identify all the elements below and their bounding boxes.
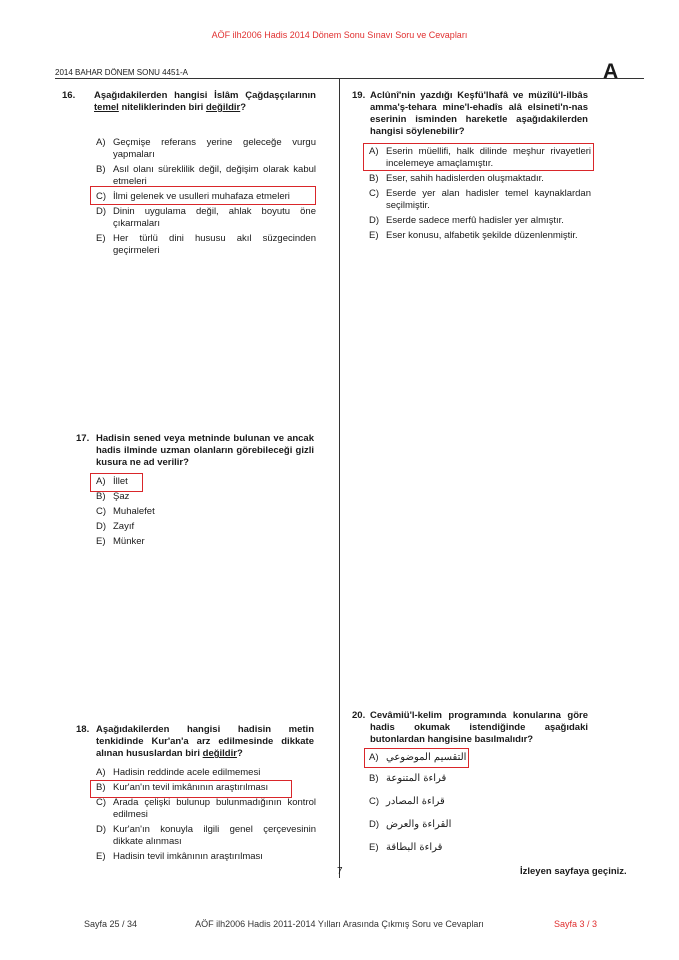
q18-answer-highlight <box>90 780 292 798</box>
option-text: Arada çelişki bulunup bulunmadığının kontrol edilmesi <box>113 797 316 820</box>
q19-option-e[interactable] <box>369 230 591 242</box>
option-text: Zayıf <box>113 521 135 532</box>
q18-option-e[interactable] <box>96 851 316 863</box>
q16-stem-part: Aşağıdakilerden hangisi İslâm Çağdaşçılarının <box>94 90 316 101</box>
next-page-note: İzleyen sayfaya geçiniz. <box>520 866 627 877</box>
option-letter: C) <box>369 796 380 807</box>
option-letter: D) <box>96 824 107 835</box>
q19-option-b[interactable] <box>369 173 591 185</box>
option-text: Eserin müellifi, halk dilinde meşhur rivayetleri incelemeye amaçlamıştır. <box>386 146 591 169</box>
option-text: Dinin uygulama değil, ahlak boyutu öne çıkarmaları <box>113 206 316 229</box>
option-letter: A) <box>96 767 106 778</box>
q18-stem <box>96 724 314 760</box>
q17-option-e[interactable] <box>96 536 316 548</box>
q19-option-c[interactable] <box>369 188 591 212</box>
option-text: Eser konusu, alfabetik şekilde düzenlenmiştir. <box>386 230 578 241</box>
q20-option-c[interactable] <box>369 796 519 808</box>
option-letter: C) <box>369 188 380 199</box>
q18-option-d[interactable] <box>96 824 316 848</box>
option-text: Geçmişe referans yerine geleceğe vurgu yapmaları <box>113 137 316 160</box>
option-letter: C) <box>96 797 107 808</box>
option-text: Her türlü dini hususu akıl süzgecinden geçirmeleri <box>113 233 316 256</box>
q18-stem-part: ? <box>236 748 243 759</box>
option-text: قراءة المصادر <box>386 796 445 807</box>
footer-page-left: Sayfa 25 / 34 <box>84 919 138 929</box>
option-letter: C) <box>96 506 107 517</box>
option-text: Eserde yer alan hadisler temel kaynaklardan seçilmiştir. <box>386 188 591 211</box>
option-text: Eserde sadece merfû hadisler yer almıştır. <box>386 215 564 226</box>
option-letter: E) <box>96 851 106 862</box>
q16-stem-part: ? <box>240 102 247 113</box>
q19-number: 19. <box>352 90 366 101</box>
option-letter: E) <box>96 233 106 244</box>
q17-stem: Hadisin sened veya metninde bulunan ve ancak hadis ilminde uzman olanların görebileceği gizli kusura ne ad verilir? <box>96 433 314 468</box>
header-rule <box>55 78 644 79</box>
q17-number: 17. <box>76 433 90 444</box>
option-text: Şaz <box>113 491 130 502</box>
q16-answer-highlight <box>90 186 316 205</box>
option-text: Muhalefet <box>113 506 155 517</box>
q16-option-e[interactable] <box>96 233 316 257</box>
option-text: Hadisin tevil imkânının araştırılması <box>113 851 263 862</box>
option-letter: C) <box>96 191 107 202</box>
q16-stem-underline: değildir <box>205 102 241 113</box>
q19-option-d[interactable] <box>369 215 591 227</box>
option-text: قراءة المتنوعة <box>386 773 447 784</box>
option-letter: A) <box>96 137 106 148</box>
option-text: التقسيم الموضوعي <box>386 752 467 763</box>
q16-option-a[interactable] <box>96 137 316 161</box>
option-text: قراءة البطاقة <box>386 842 443 853</box>
option-letter: D) <box>369 819 380 830</box>
q19-answer-highlight <box>363 143 594 171</box>
option-letter: B) <box>96 491 106 502</box>
q20-number: 20. <box>352 710 366 721</box>
option-text: Münker <box>113 536 145 547</box>
option-letter: E) <box>369 230 379 241</box>
option-text: Kur'an'ın tevil imkânının araştırılması <box>113 782 269 793</box>
option-letter: A) <box>96 476 106 487</box>
option-letter: E) <box>96 536 106 547</box>
q20-stem: Cevâmiü'l-kelim programında konularına göre hadis okumak istendiğinde aşağıdaki butonlardan hangisine basılmalıdır? <box>370 710 588 745</box>
q20-option-d[interactable] <box>369 819 519 831</box>
exam-code: 2014 BAHAR DÖNEM SONU 4451-A <box>55 68 188 77</box>
q18-option-a[interactable] <box>96 767 316 779</box>
q16-stem <box>94 90 316 114</box>
option-letter: D) <box>369 215 380 226</box>
option-letter: B) <box>96 782 106 793</box>
option-letter: D) <box>96 521 107 532</box>
q16-option-d[interactable] <box>96 206 316 230</box>
q16-number: 16. <box>62 90 76 101</box>
booklet-letter: A <box>603 60 619 83</box>
option-text: Asıl olanı süreklilik değil, değişim olarak kabul etmeleri <box>113 164 316 187</box>
option-letter: A) <box>369 752 379 763</box>
page-number: 7 <box>337 866 343 877</box>
q20-answer-highlight <box>364 748 469 768</box>
option-text: İllet <box>113 476 128 487</box>
footer-page-right: Sayfa 3 / 3 <box>554 919 598 929</box>
option-text: Hadisin reddinde acele edilmemesi <box>113 767 261 778</box>
option-letter: B) <box>369 773 379 784</box>
q18-stem-part: Aşağıdakilerden hangisi hadisin metin tenkidinde Kur'an'a arz edilmesinde dikkate alınan hususlardan biri <box>96 724 314 759</box>
option-letter: E) <box>369 842 379 853</box>
q20-option-b[interactable] <box>369 773 519 785</box>
q16-option-b[interactable] <box>96 164 316 188</box>
option-letter: B) <box>96 164 106 175</box>
q17-option-b[interactable] <box>96 491 316 503</box>
q20-option-e[interactable] <box>369 842 519 854</box>
q18-stem-underline: değildir <box>202 748 237 759</box>
q18-number: 18. <box>76 724 90 735</box>
option-text: Kur'an'ın konuyla ilgili genel çerçevesinin dikkate alınması <box>113 824 316 847</box>
option-letter: B) <box>369 173 379 184</box>
q19-stem: Aclûnî'nin yazdığı Keşfü'lhafâ ve müzîlü'l-ilbâs amma'ş-tehara mine'l-ehadîs alâ elsineti'n-nas eserinin isminden hareketle aşağıdakilerden hangisi söylenebilir? <box>370 90 588 137</box>
q17-option-c[interactable] <box>96 506 316 518</box>
column-divider <box>339 78 340 878</box>
option-text: Eser, sahih hadislerden oluşmaktadır. <box>386 173 544 184</box>
q17-option-d[interactable] <box>96 521 316 533</box>
document-title: AÖF ilh2006 Hadis 2014 Dönem Sonu Sınavı Soru ve Cevapları <box>211 30 468 40</box>
option-text: İlmi gelenek ve usulleri muhafaza etmeleri <box>113 191 290 202</box>
q18-option-c[interactable] <box>96 797 316 821</box>
option-text: القراءة والعرض <box>386 819 452 830</box>
option-letter: A) <box>369 146 379 157</box>
q16-stem-underline: temel <box>94 102 119 113</box>
q17-answer-highlight <box>90 473 143 492</box>
q16-stem-part: niteliklerinden biri <box>118 102 206 113</box>
footer-title: AÖF ilh2006 Hadis 2011-2014 Yılları Arasında Çıkmış Soru ve Cevapları <box>195 919 484 929</box>
option-letter: D) <box>96 206 107 217</box>
